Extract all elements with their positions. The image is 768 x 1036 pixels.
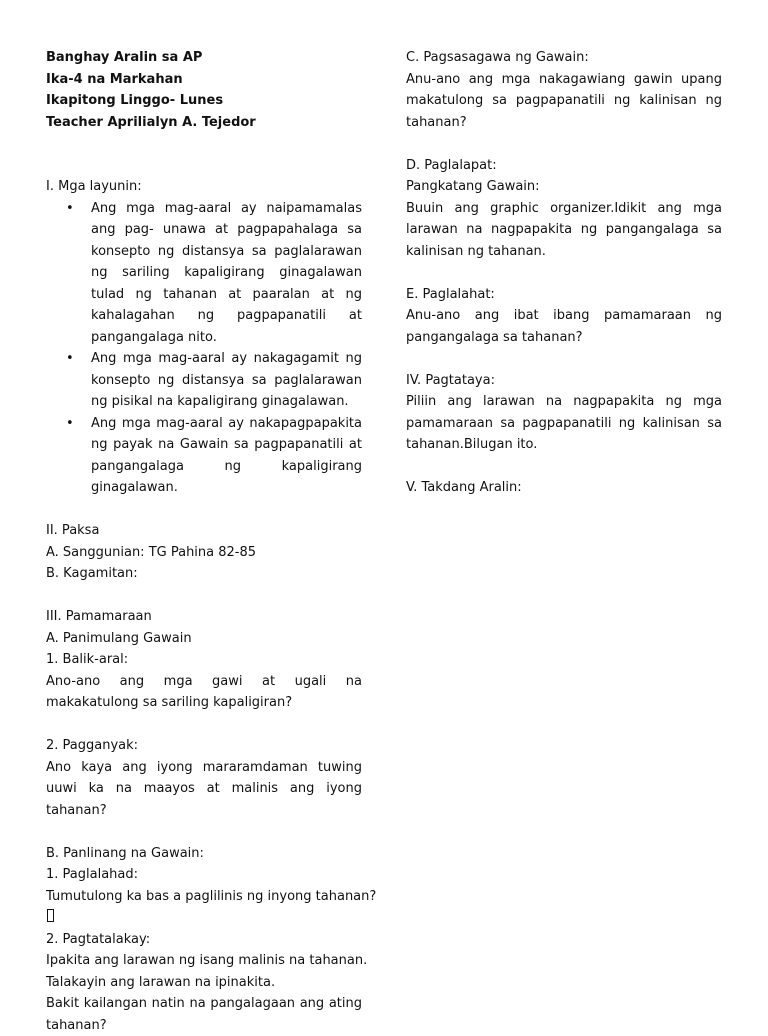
pagsasagawa-text: Anu-ano ang mga nakagawiang gawin upang makatulong sa pagpapanatili ng kalinisan ng tahanan? — [406, 71, 722, 130]
header-subject: Banghay Aralin sa AP — [46, 50, 203, 65]
pagsasagawa-heading: C. Pagsasagawa ng Gawain: — [406, 50, 589, 65]
header-week: Ikapitong Linggo- Lunes — [46, 93, 224, 108]
objectives-heading: I. Mga layunin: — [46, 179, 142, 194]
pagtatalakay-line-2: Talakayin ang larawan na ipinakita. — [46, 974, 276, 990]
paglalahat-text: Anu-ano ang ibat ibang pamamaraan ng pangangalaga sa tahanan? — [406, 308, 722, 345]
bullet-icon: • — [66, 351, 74, 366]
pagganyak-heading: 2. Pagganyak: — [46, 738, 139, 753]
objective-item — [46, 348, 362, 413]
header-quarter: Ika-4 na Markahan — [46, 71, 183, 87]
paksa-heading: II. Paksa — [46, 523, 100, 538]
objectives-list — [46, 198, 362, 499]
balik-aral-heading: 1. Balik-aral: — [46, 652, 129, 667]
objective-item — [46, 413, 362, 499]
pagganyak-text: Ano kaya ang iyong mararamdaman tuwing uuwi ka na maayos at malinis ang iyong tahanan? — [46, 759, 362, 818]
paglalahat-heading: E. Paglalahat: — [406, 286, 495, 302]
panlinang-heading: B. Panlinang na Gawain: — [46, 845, 204, 861]
pagtatalakay-line-1: Ipakita ang larawan ng isang malinis na tahanan. — [46, 953, 368, 968]
pagtatalakay-line-3: Bakit kailangan natin na pangalagaan ang ating tahanan? — [46, 996, 362, 1033]
objective-item — [46, 198, 362, 349]
paglalapat-heading: D. Paglalapat: — [406, 157, 497, 173]
paksa-kagamitan: B. Kagamitan: — [46, 566, 138, 581]
panimulang-gawain-heading: A. Panimulang Gawain — [46, 630, 192, 646]
header-teacher: Teacher Aprilialyn A. Tejedor — [46, 114, 256, 130]
pamamaraan-heading: III. Pamamaraan — [46, 609, 152, 624]
bullet-icon: • — [66, 415, 74, 431]
objective-text: Ang mga mag-aaral ay naipamamalas ang pag- unawa at pagpapahalaga sa konsepto ng distansya sa paglalarawan ng sariling kapaligirang ginagalawan tulad ng tahanan at paaralan at ng kahalagahan ng pagpapanatili at pangangalaga nito. — [91, 200, 362, 345]
paglalahad-text: Tumutulong ka bas a paglilinis ng inyong tahanan? — [46, 888, 377, 904]
paksa-sanggunian: A. Sanggunian: TG Pahina 82-85 — [46, 544, 257, 560]
missing-glyph-icon — [46, 907, 362, 929]
objective-text: Ang mga mag-aaral ay nakapagpapakita ng payak na Gawain sa pagpapanatili at pangangalaga ng kapaligirang ginagalawan. — [91, 415, 362, 495]
left-column — [46, 47, 377, 1036]
objective-text: Ang mga mag-aaral ay nakagagamit ng konsepto ng distansya sa paglalarawan ng pisikal na kapaligirang ginagalawan. — [91, 351, 362, 409]
right-column — [406, 47, 722, 499]
pagtataya-text: Piliin ang larawan na nagpapakita ng mga pamamaraan sa pagpapanatili ng kalinisan sa tahanan.Bilugan ito. — [406, 394, 722, 452]
balik-aral-text: Ano-ano ang mga gawi at ugali na makakatulong sa sariling kapaligiran? — [46, 673, 362, 710]
bullet-icon: • — [66, 200, 74, 216]
pangkatang-gawain-label: Pangkatang Gawain: — [406, 179, 540, 194]
paglalahad-heading: 1. Paglalahad: — [46, 867, 139, 882]
pagtatalakay-heading: 2. Pagtatalakay: — [46, 931, 151, 947]
paglalapat-text: Buuin ang graphic organizer.Idikit ang mga larawan na nagpapakita ng pangangalaga sa kalinisan ng tahanan. — [406, 200, 722, 259]
pagtataya-heading: IV. Pagtataya: — [406, 372, 495, 388]
takdang-aralin-heading: V. Takdang Aralin: — [406, 480, 522, 495]
